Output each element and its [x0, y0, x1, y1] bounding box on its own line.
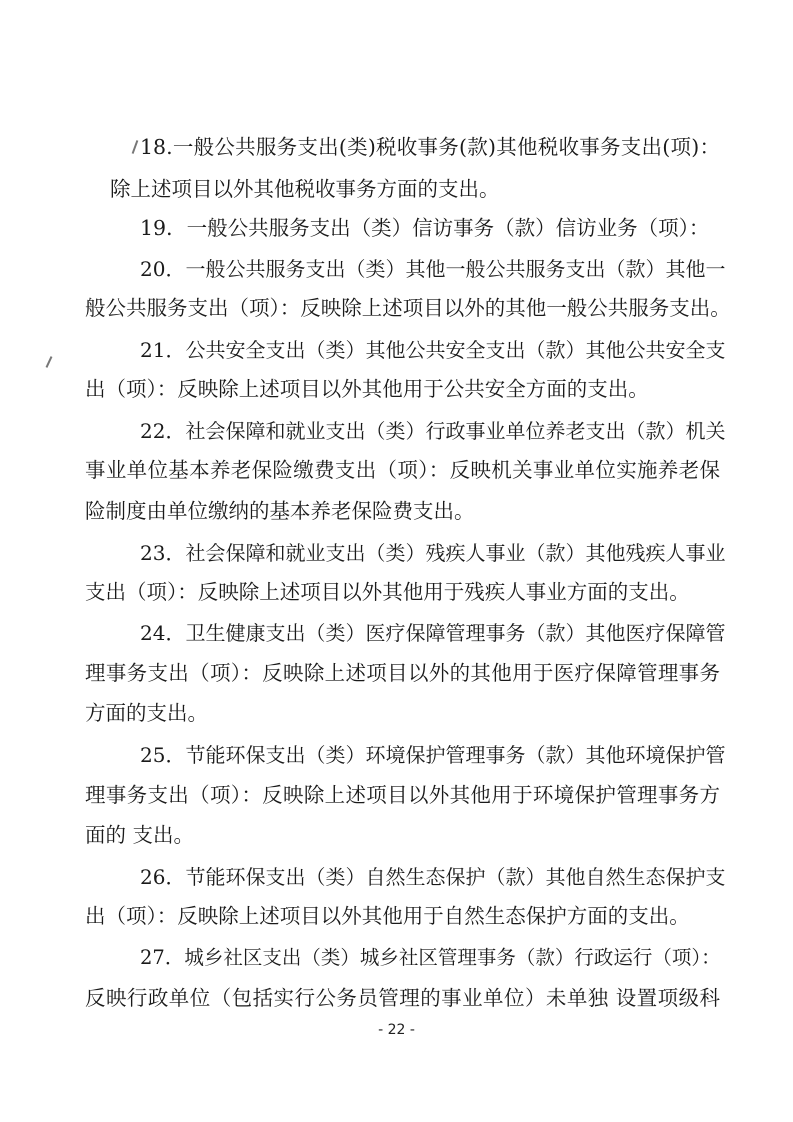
paragraph-22-line-1: 22．社会保障和就业支出（类）行政事业单位养老支出（款）机关 [140, 419, 726, 443]
paragraph-20-line-1: 20．一般公共服务支出（类）其他一般公共服务支出（款）其他一 [140, 257, 726, 281]
paragraph-25-line-1: 25．节能环保支出（类）环境保护管理事务（款）其他环境保护管 [140, 743, 726, 767]
paragraph-18-line-2: 除上述项目以外其他税收事务方面的支出。 [110, 177, 500, 201]
paragraph-27-line-1: 27．城乡社区支出（类）城乡社区管理事务（款）行政运行（项）： [140, 946, 721, 969]
scan-mark [132, 140, 139, 154]
paragraph-22-line-2: 事业单位基本养老保险缴费支出（项）：反映机关事业单位实施养老保 [85, 458, 720, 482]
paragraph-25-line-3: 面的 支出。 [85, 823, 195, 847]
paragraph-25-line-2: 理事务支出（项）：反映除上述项目以外其他用于环境保护管理事务方 [85, 783, 720, 807]
paragraph-24-line-1: 24．卫生健康支出（类）医疗保障管理事务（款）其他医疗保障管 [140, 621, 726, 645]
paragraph-26-line-2: 出（项）：反映除上述项目以外其他用于自然生态保护方面的支出。 [85, 904, 690, 928]
paragraph-19-line-1: 19．一般公共服务支出（类）信访事务（款）信访业务（项）： [140, 216, 710, 240]
paragraph-18-line-1: 18.一般公共服务支出(类)税收事务(款)其他税收事务支出(项)： [140, 135, 720, 159]
paragraph-24-line-2: 理事务支出（项）：反映除上述项目以外的其他用于医疗保障管理事务 [85, 661, 720, 685]
paragraph-23-line-2: 支出（项）：反映除上述项目以外其他用于残疾人事业方面的支出。 [85, 580, 690, 604]
paragraph-21-line-2: 出（项）：反映除上述项目以外其他用于公共安全方面的支出。 [85, 377, 649, 401]
paragraph-23-line-1: 23．社会保障和就业支出（类）残疾人事业（款）其他残疾人事业 [140, 541, 726, 565]
paragraph-24-line-3: 方面的支出。 [85, 701, 208, 725]
scan-mark [46, 356, 53, 368]
page-number: - 22 - [378, 1022, 415, 1038]
paragraph-20-line-2: 般公共服务支出（项）：反映除上述项目以外的其他一般公共服务支出。 [85, 296, 731, 320]
paragraph-22-line-3: 险制度由单位缴纳的基本养老保险费支出。 [85, 499, 475, 523]
paragraph-27-line-2: 反映行政单位（包括实行公务员管理的事业单位）未单独 设置项级科 [85, 986, 720, 1010]
paragraph-21-line-1: 21．公共安全支出（类）其他公共安全支出（款）其他公共安全支 [140, 338, 726, 362]
paragraph-26-line-1: 26．节能环保支出（类）自然生态保护（款）其他自然生态保护支 [140, 865, 726, 889]
